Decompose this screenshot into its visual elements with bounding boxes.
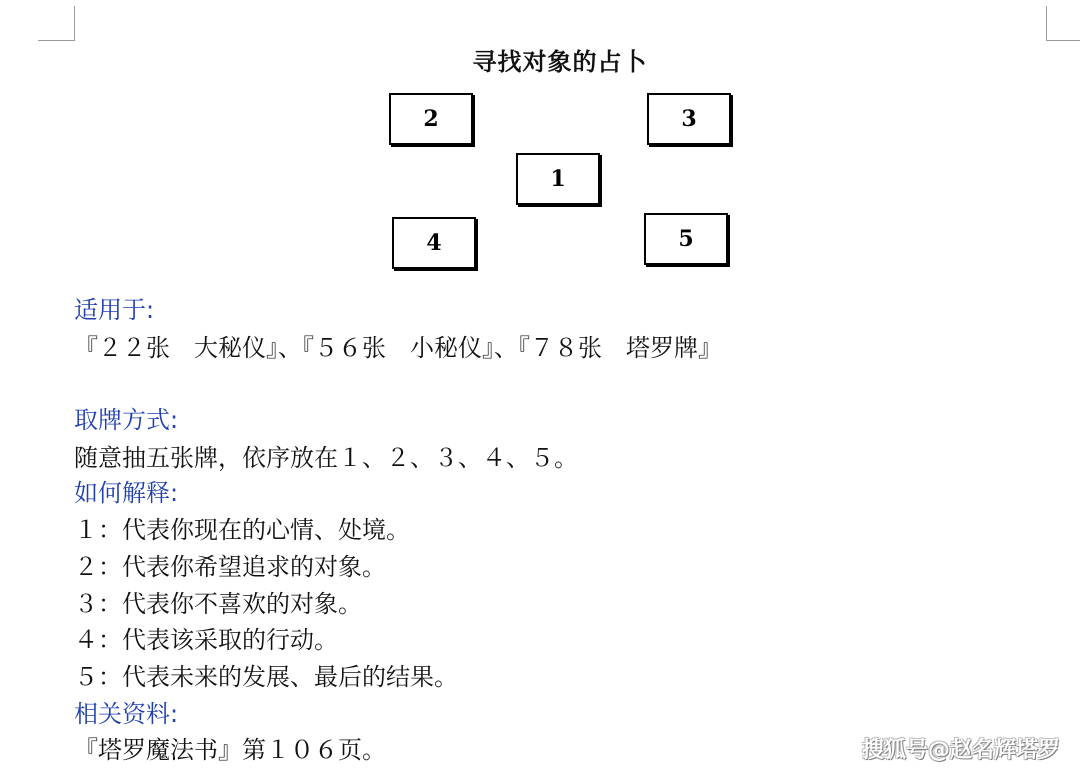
interpretation-item-1: １：代表你现在的心情、处境。 — [74, 516, 410, 544]
document-title: 寻找对象的占卜 — [472, 48, 648, 76]
applicable-heading: 适用于: — [74, 296, 155, 324]
card-position-5: 5 — [644, 213, 728, 265]
reference-heading: 相关资料: — [74, 700, 179, 728]
applicable-text: 『２２张 大秘仪』、『５６张 小秘仪』、『７８张 塔罗牌』 — [74, 334, 722, 362]
watermark-text: 搜狐号@赵名辉塔罗 — [862, 738, 1061, 763]
page-corner-top-left-mark — [38, 6, 75, 41]
interpretation-item-2: ２：代表你希望追求的对象。 — [74, 553, 386, 581]
card-position-2: 2 — [389, 93, 473, 145]
card-position-1: 1 — [516, 153, 600, 205]
draw-method-heading: 取牌方式: — [74, 406, 179, 434]
card-position-3: 3 — [647, 93, 731, 145]
interpretation-item-3: ３：代表你不喜欢的对象。 — [74, 590, 362, 618]
page-corner-top-right-mark — [1046, 6, 1080, 41]
interpretation-heading: 如何解释: — [74, 479, 179, 507]
interpretation-item-5: ５：代表未来的发展、最后的结果。 — [74, 663, 458, 691]
card-position-4: 4 — [392, 217, 476, 269]
interpretation-item-4: ４：代表该采取的行动。 — [74, 626, 338, 654]
draw-method-text: 随意抽五张牌，依序放在１、２、３、４、５。 — [74, 444, 578, 472]
reference-text: 『塔罗魔法书』第１０６页。 — [74, 736, 386, 764]
